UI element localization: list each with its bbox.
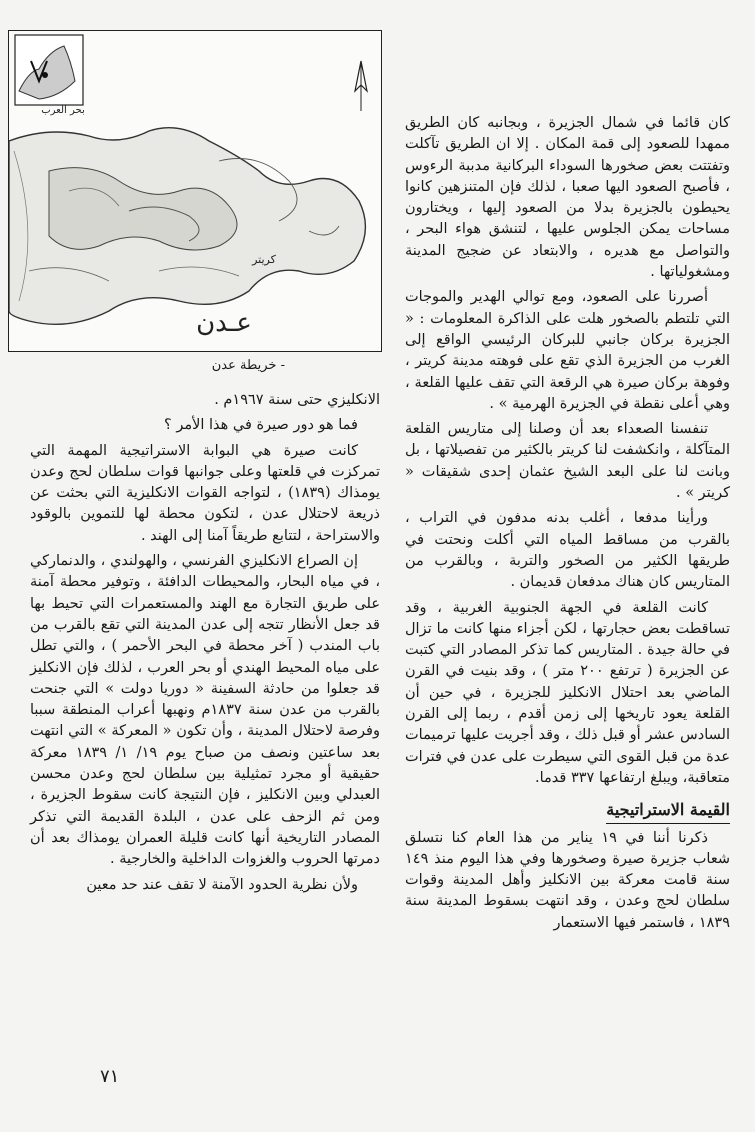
map-caption: - خريطة عدن bbox=[211, 358, 285, 373]
paragraph: تنفسنا الصعداء بعد أن وصلنا إلى متاريس القلعة المتآكلة ، وانكشفت لنا كريتر بالكثير من تفصيلاتها ، بل وبانت لنا على البعد الشيخ عثمان إحدى شقيقات « كريتر » . bbox=[405, 421, 730, 502]
map-crater-label: كريتر bbox=[252, 253, 276, 266]
section-heading: القيمة الاستراتيجية bbox=[606, 799, 730, 823]
right-column bbox=[405, 113, 730, 938]
paragraph: ذكرنا أننا في ١٩ يناير من هذا العام كنا نتسلق شعاب جزيرة صيرة وصخورها وفي هذا اليوم منذ ١٤٩ سنة قامت معركة بين الانكليز وأهل المدينة وقوات سلطان لحج وعدن ، وقد انتهت بسقوط المدينة سنة ١٨٣٩ ، فاستمر فيها الاستعمار bbox=[405, 829, 730, 931]
map-city-label: عـدن bbox=[196, 308, 252, 338]
paragraph: فما هو دور صيرة في هذا الأمر ؟ bbox=[164, 417, 358, 434]
paragraph: كانت القلعة في الجهة الجنوبية الغربية ، وقد تساقطت بعض حجارتها ، لكن أجزاء منها كانت ما تزال في حالة جيدة . المتاريس كما تذكر المصادر التي كتبت عن الجزيرة ( ترتفع ٢٠٠ متر ) ، وقد بنيت في القرن الماضي بعد احتلال الانكليز للجزيرة ، في حين أن القلعة يعود تاريخها إلى زمن أقدم ، ربما إلى القرن السادس عشر أو قبل ذلك ، وقد أجريت عليها ترميمات عدة من قبل القوى التي سيطرت على عدن في فترات متعاقبة، ويبلغ ارتفاعها ٣٣٧ قدما. bbox=[405, 599, 730, 786]
aden-map bbox=[8, 30, 382, 352]
left-column bbox=[30, 390, 380, 900]
paragraph: أصررنا على الصعود، ومع توالي الهدير والموجات التي تلتطم بالصخور هلت على الذاكرة المعلومات : « الجزيرة بركان جانبي للبركان الرئيسي الواقع إلى الغرب من الجزيرة الذي تقع على فوهته مدينة كريتر ، وفوهة بركان صيرة هي الرقعة التي تقف عليها القلعة ، وهي أعلى نقطة في الجزيرة الهرمية » . bbox=[405, 289, 730, 412]
paragraph: كان قائما في شمال الجزيرة ، وبجانبه كان الطريق ممهدا للصعود إلى قمة المكان . إلا ان الطريق تآكلت وتفتتت بعض صخورها السوداء البركانية مدببة الرءوس ، فأصبح الصعود اليها صعبا ، لذلك فإن المتنزهين كانوا يحيطون بالجزيرة بدلا من الصعود إليها ، ويختارون مساحات يمكن الجلوس عليها ، لتنشق هواء البحر ، والتواصل مع هديره ، والابتعاد عن ضجيج المدينة ومشغولياتها . bbox=[405, 115, 730, 281]
paragraph: كانت صيرة هي البوابة الاستراتيجية المهمة التي تمركزت في قلعتها وعلى جوانبها قوات سلطان لحج وعدن يومذاك (١٨٣٩) ، لتواجه القوات الانكليزية التي بحثت عن ذريعة لاحتلال عدن ، لتكون محطة لها للتموين بالوقود والاستراحة ، لتتابع طريقاً آمنا إلى الهند . bbox=[30, 442, 380, 544]
paragraph: ورأينا مدفعا ، أغلب بدنه مدفون في التراب ، بالقرب من مساقط المياه التي أكلت ونحتت في طريقها الكثير من الصخور والتربة ، وبالقرب من المتاريس كان هناك مدفعان قديمان . bbox=[405, 510, 730, 591]
paragraph: إن الصراع الانكليزي الفرنسي ، والهولندي ، والدنماركي ، في مياه البحار، والمحيطات الدافئة ، وتوفير محطة آمنة على طريق التجارة مع الهند والمستعمرات التي تحيط بها قد جعل الأنظار تتجه إلى عدن المدينة التي تقع بالقرب من باب المندب ( آخر محطة في البحر الأحمر ) ، والتي تطل على مياه المحيط الهندي أو بحر العرب ، لذلك فإن الانكليز قد جعلوا من حادثة السفينة « دوريا دولت » التي جنحت بالقرب من عدن سنة ١٨٣٧م ونهبها أعراب المنطقة سببا وفرصة لاحتلال المدينة ، وأن تكون « المعركة » التي انتهت بعد ساعتين ونصف من صباح يوم ١٩/ ١/ ١٨٣٩ معركة حقيقية أو مجرد تمثيلية بين سلطان لحج وعدن محسن العبدلي وبين الانكليز ، فإن النتيجة كانت سقوط الجزيرة ، ومن ثم الزحف على عدن ، البلدة القديمة التي تذكر المصادر التاريخية أنها كانت قليلة العمران يومذاك بعد أن دمرتها الحروب والغزوات الداخلية والخارجية . bbox=[30, 553, 380, 868]
paragraph: ولأن نظرية الحدود الآمنة لا تقف عند حد معين bbox=[86, 876, 358, 893]
page-number: ٧١ bbox=[100, 1066, 120, 1087]
map-sea-label: بحر العرب bbox=[41, 105, 85, 116]
map-drawing bbox=[9, 31, 381, 351]
paragraph: الانكليزي حتى سنة ١٩٦٧م . bbox=[214, 392, 380, 408]
